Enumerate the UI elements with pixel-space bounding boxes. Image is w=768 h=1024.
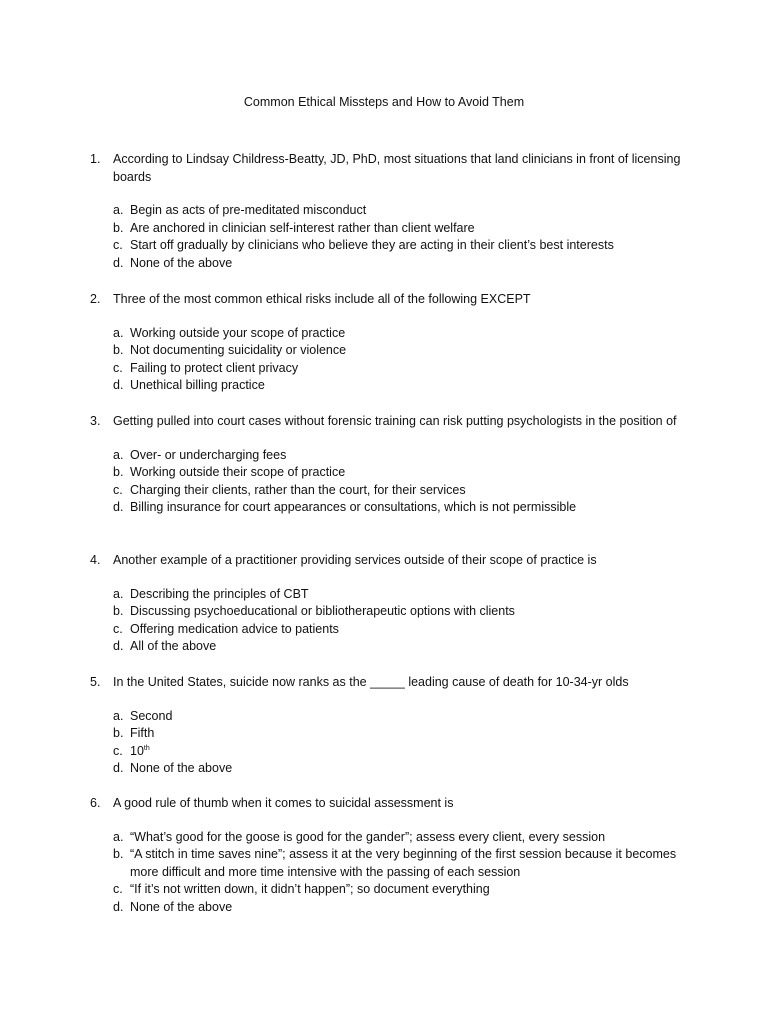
option-letter: d. [113, 378, 124, 392]
option-text: Working outside your scope of practice [130, 325, 346, 340]
option-text: “A stitch in time saves nine”; assess it at the very beginning of the first session because it becomes more difficult and more time intensive with the passing of each session [130, 847, 677, 879]
option-text: None of the above [130, 761, 233, 775]
answer-option [90, 725, 690, 743]
answer-option [90, 464, 690, 482]
question-text: Another example of a practitioner providing services outside of their scope of practice is [113, 553, 597, 567]
answer-option [90, 360, 690, 378]
option-letter: b. [113, 343, 124, 357]
option-list [90, 829, 690, 917]
question-number: 1. [90, 152, 101, 166]
option-text: “What’s good for the goose is good for the gander”; assess every client, every session [130, 829, 606, 844]
option-text: Describing the principles of CBT [130, 586, 309, 601]
answer-option [90, 202, 690, 220]
option-letter: a. [113, 586, 124, 601]
question-text: A good rule of thumb when it comes to suicidal assessment is [113, 796, 454, 810]
question-5 [90, 674, 690, 778]
option-text: Not documenting suicidality or violence [130, 343, 347, 357]
question-text: According to Lindsay Childress-Beatty, JD, PhD, most situations that land clinicians in front of licensing boards [113, 152, 681, 184]
answer-option [90, 603, 690, 621]
option-text: Discussing psychoeducational or bibliotherapeutic options with clients [130, 604, 515, 618]
answer-option [90, 482, 690, 500]
answer-option [90, 846, 690, 881]
option-text: 10 [130, 743, 144, 758]
option-letter: d. [113, 255, 124, 270]
question-6 [90, 795, 690, 916]
answer-option [90, 760, 690, 778]
option-letter: a. [113, 708, 124, 723]
option-text: “If it’s not written down, it didn’t happen”; so document everything [130, 882, 490, 896]
option-text: Offering medication advice to patients [130, 621, 339, 636]
option-list [90, 447, 690, 517]
answer-option [90, 638, 690, 656]
question-text: Three of the most common ethical risks include all of the following EXCEPT [113, 292, 531, 306]
question-1 [90, 151, 690, 272]
question-number: 2. [90, 292, 101, 306]
option-list [90, 325, 690, 395]
question-text: Getting pulled into court cases without forensic training can risk putting psychologists in the position of [113, 414, 677, 428]
answer-option [90, 586, 690, 604]
question-number: 4. [90, 553, 101, 567]
option-list [90, 708, 690, 778]
answer-option [90, 342, 690, 360]
option-text: Fifth [130, 726, 155, 740]
answer-option [90, 743, 690, 761]
option-letter: a. [113, 829, 124, 844]
answer-option [90, 447, 690, 465]
option-letter: c. [113, 238, 123, 252]
answer-option [90, 377, 690, 395]
answer-option [90, 220, 690, 238]
answer-option [90, 899, 690, 917]
option-letter: c. [113, 743, 123, 758]
option-text: None of the above [130, 899, 233, 914]
option-text: All of the above [130, 639, 217, 653]
option-letter: b. [113, 847, 124, 861]
document-title: Common Ethical Missteps and How to Avoid Them [243, 95, 525, 109]
question-text: In the United States, suicide now ranks as the _____ leading cause of death for 10-34-yr olds [113, 675, 629, 689]
option-text: Begin as acts of pre-meditated misconduct [130, 203, 367, 217]
answer-option [90, 325, 690, 343]
option-text: Unethical billing practice [130, 378, 265, 392]
option-text: Over- or undercharging fees [130, 447, 287, 462]
option-text: Billing insurance for court appearances or consultations, which is not permissible [130, 500, 577, 514]
option-text: Second [130, 708, 173, 723]
option-letter: d. [113, 899, 124, 914]
option-letter: c. [113, 482, 123, 497]
question-2 [90, 291, 690, 395]
option-letter: a. [113, 447, 124, 462]
answer-option [90, 255, 690, 273]
option-letter: d. [113, 639, 124, 653]
answer-option [90, 237, 690, 255]
option-text: Are anchored in clinician self-interest rather than client welfare [130, 220, 475, 235]
answer-option [90, 708, 690, 726]
question-number: 5. [90, 675, 101, 689]
option-list [90, 586, 690, 656]
option-list [90, 202, 690, 272]
option-text: None of the above [130, 255, 233, 270]
question-4 [90, 552, 690, 656]
option-letter: b. [113, 726, 124, 740]
answer-option [90, 829, 690, 847]
option-letter: b. [113, 465, 124, 479]
option-letter: d. [113, 761, 124, 775]
question-3 [90, 413, 690, 517]
option-letter: a. [113, 203, 124, 217]
option-letter: c. [113, 360, 123, 375]
option-superscript: th [143, 744, 150, 752]
question-number: 6. [90, 796, 101, 810]
answer-option [90, 881, 690, 899]
option-letter: b. [113, 220, 124, 235]
option-text: Working outside their scope of practice [130, 465, 346, 479]
option-letter: d. [113, 500, 124, 514]
option-text: Charging their clients, rather than the court, for their services [130, 482, 466, 497]
option-text: Start off gradually by clinicians who believe they are acting in their client’s best interests [130, 238, 614, 252]
option-letter: c. [113, 882, 123, 896]
option-letter: a. [113, 325, 124, 340]
answer-option [90, 621, 690, 639]
question-number: 3. [90, 414, 101, 428]
option-letter: b. [113, 604, 124, 618]
option-text: Failing to protect client privacy [130, 360, 299, 375]
option-letter: c. [113, 621, 123, 636]
answer-option [90, 499, 690, 517]
